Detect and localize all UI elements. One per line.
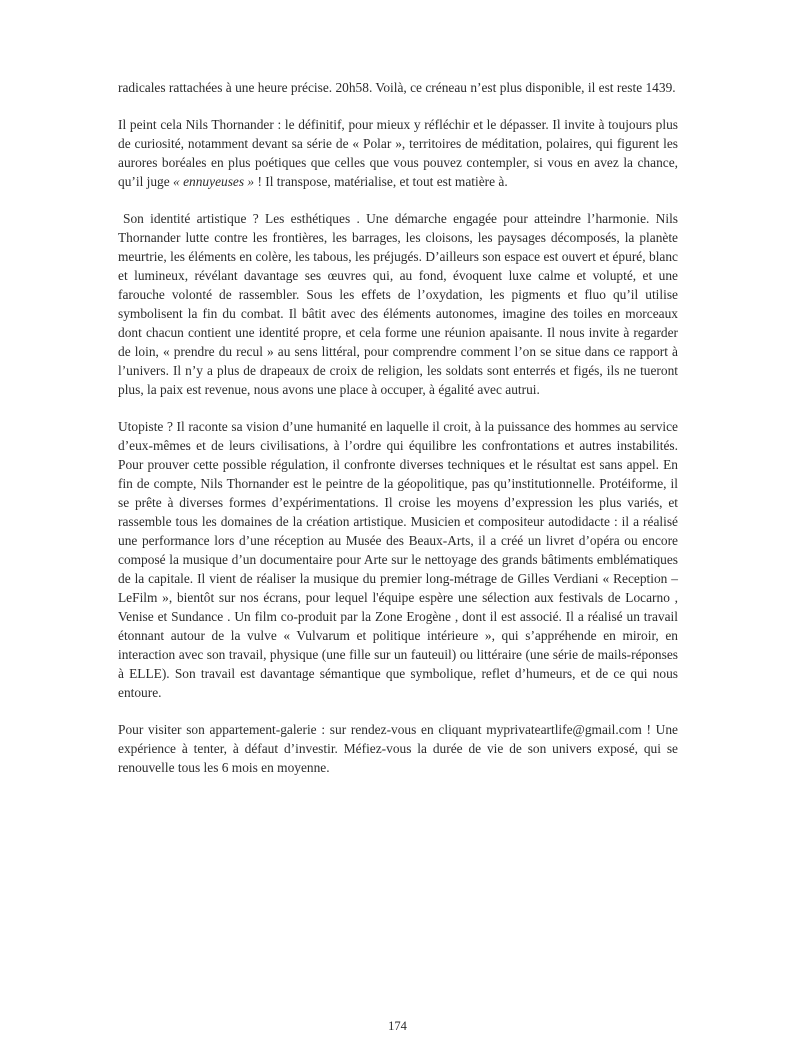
paragraph-5: Pour visiter son appartement-galerie : sur rendez-vous en cliquant myprivateartlife@gmail.com ! Une expérience à tenter, à défaut d’investir. Méfiez-vous la durée de vie de son univers exposé, qui se renouvelle tous les 6 mois en moyenne.	[118, 722, 678, 775]
paragraph-1: radicales rattachées à une heure précise. 20h58. Voilà, ce créneau n’est plus disponible, il est reste 1439.	[118, 80, 676, 95]
paragraph-4: Utopiste ? Il raconte sa vision d’une humanité en laquelle il croit, à la puissance des hommes au service d’eux-mêmes et de leurs civilisations, à l’ordre qui équilibre les confrontations et autres instabilités. Pour prouver cette possible régulation, il confronte diverses techniques et le résultat est sans appel. En fin de compte, Nils Thornander est le peintre de la géopolitique, pas qu’institutionnelle. Protéiforme, il se prête à diverses formes d’expérimentations. Il croise les moyens d’expression les plus variés, et rassemble tous les domaines de la création artistique. Musicien et compositeur autodidacte : il a réalisé une performance lors d’une réception au Musée des Beaux-Arts, il a créé un livret d’opéra ou encore composé la musique d’un documentaire pour Arte sur le nettoyage des grands bâtiments emblématiques de la capitale. Il vient de réaliser la musique du premier long-métrage de Gilles Verdiani « Reception –LeFilm », bientôt sur nos écrans, pour lequel l'équipe espère une sélection aux festivals de Locarno , Venise et Sundance . Un film co-produit par la Zone Erogène , dont il est associé. Il a réalisé un travail étonnant autour de la vulve « Vulvarum et politique intérieure », qui s’appréhende en miroir, en interaction avec son travail, physique (une fille sur un fauteuil) ou littéraire (une série de mails-réponses à ELLE). Son travail est davantage sémantique que symbolique, reflet d’humeurs, et de ce qui nous entoure.	[118, 419, 678, 700]
paragraph-2-emphasis: « ennuyeuses »	[173, 174, 255, 189]
paragraph-2-after: ! Il transpose, matérialise, et tout est matière à.	[254, 174, 508, 189]
paragraph-3: Son identité artistique ? Les esthétiques . Une démarche engagée pour atteindre l’harmonie. Nils Thornander lutte contre les frontières, les barrages, les cloisons, les paysages décomposés, la planète meurtrie, les éléments en colère, les tabous, les préjugés. D’ailleurs son espace est ouvert et épuré, blanc et lumineux, révélant davantage ses œuvres qui, au fond, évoquent luxe calme et volupté, et une farouche volonté de rassembler. Sous les effets de l’oxydation, les pigments et fluo qu’il utilise symbolisent la fin du combat. Il bâtit avec des éléments autonomes, imagine des toiles en morceaux dont chacun contient une identité propre, et cela forme une réunion apaisante. Il nous invite à regarder de loin, « prendre du recul » au sens littéral, pour comprendre comment l’on se situe dans ce rapport à l’univers. Il n’y a plus de drapeaux de croix de religion, les soldats sont enterrés et figés, ils ne tueront plus, la paix est revenue, nous avons une place à occuper, à égalité avec autrui.	[118, 211, 678, 397]
page-number: 174	[388, 1019, 407, 1033]
paragraph-2	[118, 115, 678, 191]
paragraph-2-before: Il peint cela Nils Thornander : le définitif, pour mieux y réfléchir et le dépasser. Il invite à toujours plus de curiosité, notamment devant sa série de « Polar », territoires de méditation, polaires, qui figurent les aurores boréales en plus poétiques que celles que vous pouvez contempler, si vous en avez la chance, qu’il juge	[118, 117, 678, 189]
body-text	[118, 78, 678, 795]
